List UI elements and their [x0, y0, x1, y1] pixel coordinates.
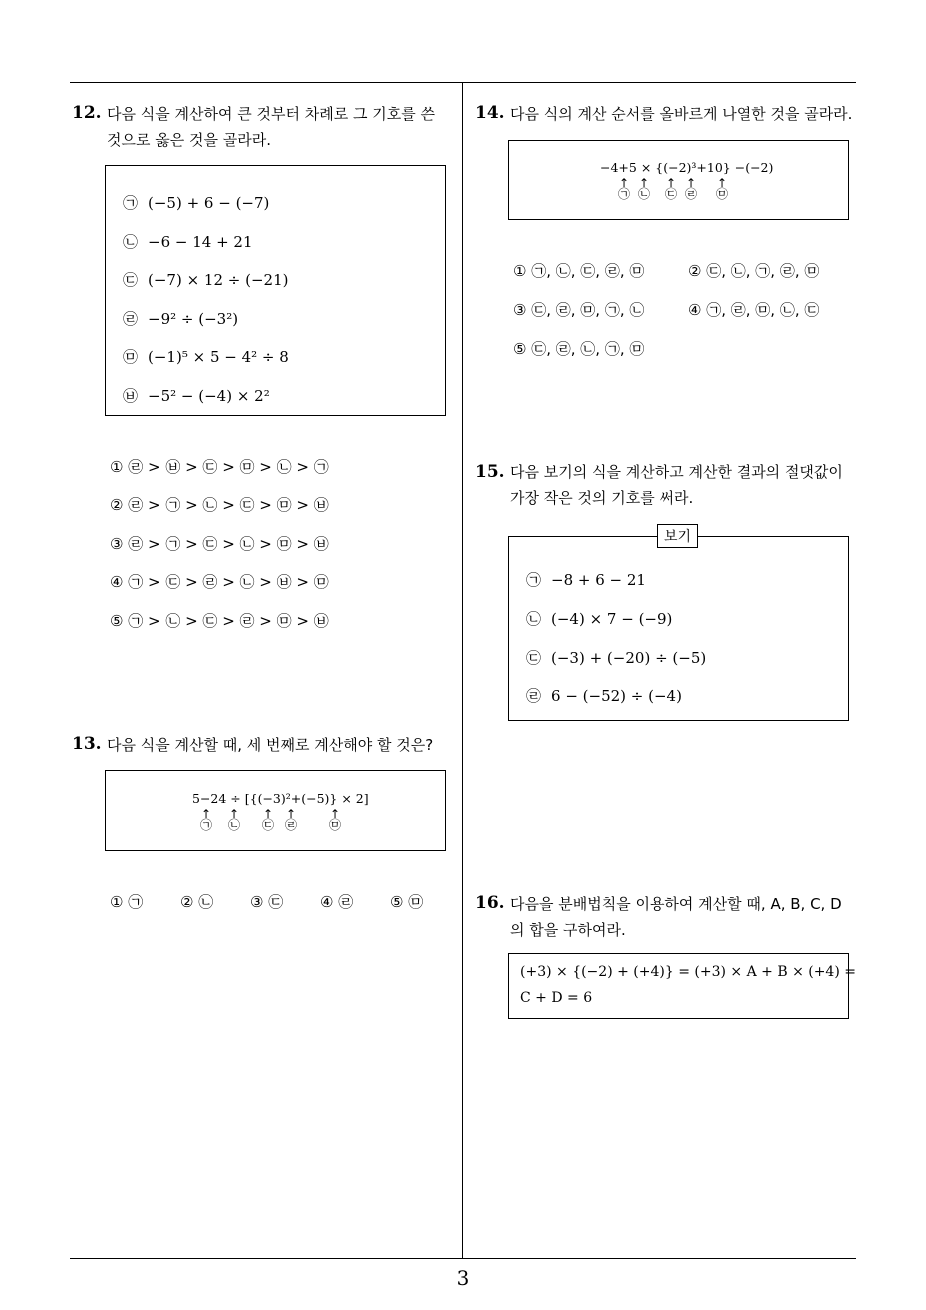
answer-option[interactable]: ⑤ ㉤	[390, 893, 424, 911]
question-number: 12.	[72, 103, 102, 123]
answer-option[interactable]: ③ ㉢, ㉣, ㉤, ㉠, ㉡	[513, 301, 645, 319]
item-expression: (−5) + 6 − (−7)	[148, 194, 270, 212]
answer-option[interactable]: ③ ㉣ > ㉠ > ㉢ > ㉡ > ㉤ > ㉥	[110, 535, 329, 553]
order-marker: ↑ ㉢	[261, 807, 274, 832]
order-marker: ↑ ㉣	[684, 176, 697, 201]
question-text-line: 가장 작은 것의 기호를 써라.	[510, 489, 694, 507]
item-marker: ㉠	[123, 194, 139, 212]
question-number: 14.	[475, 103, 505, 123]
item-marker: ㉤	[123, 348, 139, 366]
question-text-line: 다음 보기의 식을 계산하고 계산한 결과의 절댓값이	[510, 463, 843, 481]
question-text-line: 것으로 옳은 것을 골라라.	[107, 131, 271, 149]
expression-item	[526, 685, 682, 706]
answer-option[interactable]: ① ㉠, ㉡, ㉢, ㉣, ㉤	[513, 262, 645, 280]
question-text	[510, 891, 862, 943]
answer-option[interactable]: ① ㉣ > ㉥ > ㉢ > ㉤ > ㉡ > ㉠	[110, 458, 329, 476]
expression: −4+5 × {(−2)³+10} −(−2)	[600, 160, 774, 175]
expression-box	[508, 953, 849, 1019]
order-marker: ↑ ㉠	[617, 176, 630, 201]
answer-option[interactable]: ③ ㉢	[250, 893, 284, 911]
question-text-line: 다음을 분배법칙을 이용하여 계산할 때, A, B, C, D	[510, 895, 842, 913]
page-number: 3	[456, 1266, 470, 1290]
question-text-line: 의 합을 구하여라.	[510, 921, 626, 939]
column-divider	[462, 82, 463, 1258]
question-text	[510, 459, 862, 511]
item-expression: −9² ÷ (−3²)	[148, 310, 239, 328]
order-marker: ↑ ㉠	[199, 807, 212, 832]
item-marker: ㉥	[123, 387, 139, 405]
item-marker: ㉢	[123, 271, 139, 289]
item-marker: ㉠	[526, 571, 542, 589]
order-marker: ↑ ㉡	[227, 807, 240, 832]
item-expression: (−1)⁵ × 5 − 4² ÷ 8	[148, 348, 289, 366]
question-number: 16.	[475, 893, 505, 913]
expression-item	[123, 269, 289, 290]
question-number: 15.	[475, 462, 505, 482]
expression-item	[526, 647, 706, 668]
order-marker: ↑ ㉤	[715, 176, 728, 201]
question-text: 다음 식의 계산 순서를 올바르게 나열한 것을 골라라.	[510, 105, 853, 123]
item-marker: ㉣	[123, 310, 139, 328]
expression-item	[123, 385, 270, 406]
answer-option[interactable]: ② ㉡	[180, 893, 214, 911]
question-number: 13.	[72, 734, 102, 754]
expression-line: (+3) × {(−2) + (+4)} = (+3) × A + B × (+4) =	[520, 964, 856, 980]
boki-label: 보기	[657, 524, 698, 548]
expression-item	[123, 192, 269, 213]
expression-item	[123, 346, 289, 367]
item-expression: −5² − (−4) × 2²	[148, 387, 270, 405]
order-marker: ↑ ㉣	[284, 807, 297, 832]
expression-line: C + D = 6	[520, 990, 593, 1006]
item-expression: (−7) × 12 ÷ (−21)	[148, 271, 289, 289]
answer-option[interactable]: ④ ㉠, ㉣, ㉤, ㉡, ㉢	[688, 301, 820, 319]
answer-option[interactable]: ⑤ ㉢, ㉣, ㉡, ㉠, ㉤	[513, 340, 645, 358]
question-text-line: 다음 식을 계산하여 큰 것부터 차례로 그 기호를 쓴	[107, 105, 435, 123]
item-expression: −8 + 6 − 21	[551, 571, 646, 589]
question-text: 다음 식을 계산할 때, 세 번째로 계산해야 할 것은?	[107, 736, 434, 754]
answer-option[interactable]: ② ㉢, ㉡, ㉠, ㉣, ㉤	[688, 262, 820, 280]
bottom-rule	[70, 1258, 856, 1259]
item-expression: 6 − (−52) ÷ (−4)	[551, 687, 682, 705]
order-marker: ↑ ㉡	[637, 176, 650, 201]
expression-item	[123, 231, 253, 252]
order-marker: ↑ ㉤	[328, 807, 341, 832]
order-marker: ↑ ㉢	[664, 176, 677, 201]
answer-option[interactable]: ④ ㉣	[320, 893, 354, 911]
answer-option[interactable]: ① ㉠	[110, 893, 144, 911]
answer-option[interactable]: ② ㉣ > ㉠ > ㉡ > ㉢ > ㉤ > ㉥	[110, 496, 329, 514]
answer-option[interactable]: ⑤ ㉠ > ㉡ > ㉢ > ㉣ > ㉤ > ㉥	[110, 612, 329, 630]
top-rule	[70, 82, 856, 83]
item-marker: ㉡	[526, 610, 542, 628]
item-expression: (−4) × 7 − (−9)	[551, 610, 673, 628]
item-marker: ㉢	[526, 649, 542, 667]
item-marker: ㉣	[526, 687, 542, 705]
item-expression: −6 − 14 + 21	[148, 233, 253, 251]
expression-item	[526, 608, 672, 629]
item-marker: ㉡	[123, 233, 139, 251]
expression-item	[526, 569, 646, 590]
question-text	[107, 101, 459, 153]
expression-item	[123, 308, 238, 329]
answer-option[interactable]: ④ ㉠ > ㉢ > ㉣ > ㉡ > ㉥ > ㉤	[110, 573, 329, 591]
expression: 5−24 ÷ [{(−3)²+(−5)} × 2]	[192, 791, 369, 806]
item-expression: (−3) + (−20) ÷ (−5)	[551, 649, 707, 667]
